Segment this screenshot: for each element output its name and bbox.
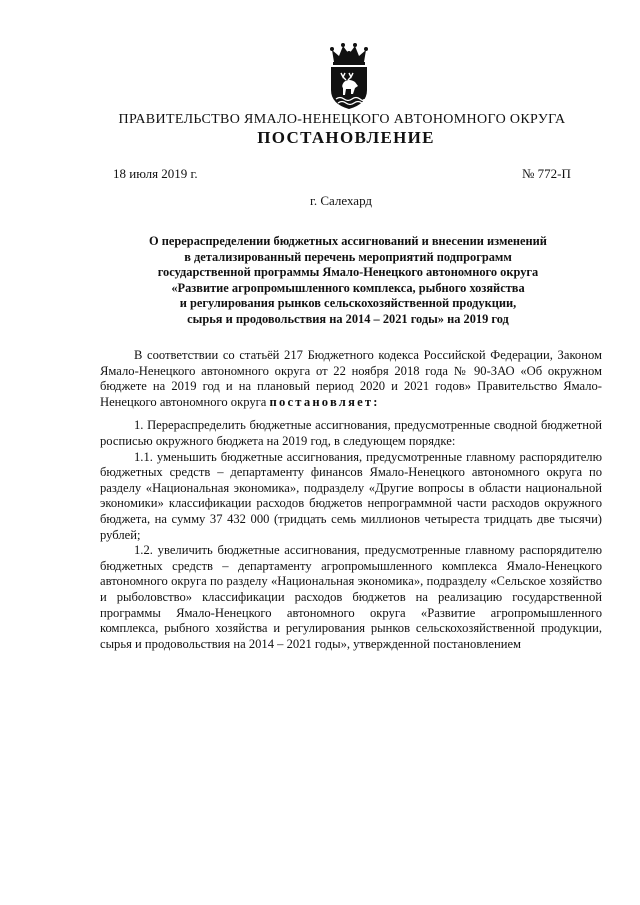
document-number: № 772-П (522, 166, 571, 181)
item-1-2-paragraph: 1.2. увеличить бюджетные ассигнования, предусмотренные главному распорядителю бюджетных средств – департаменту агропромышленного комплекса Ямало-Ненецкого автономного округа по разделу «Национальная экономика», подразделу «Сельское хозяйство и рыболовство» классификации расходов бюджетов на реализацию государственной программы Ямало-Ненецкого автономного округа «Развитие агропромышленного комплекса, рыбного хозяйства и регулирования рынков сельскохозяйственной продукции, сырья и продовольствия на 2014 – 2021 годы», утвержденной постановлением (100, 543, 602, 651)
item-1-1-paragraph: 1.1. уменьшить бюджетные ассигнования, предусмотренные главному распорядителю бюджетных средств – департаменту финансов Ямало-Ненецкого автономного округа по разделу «Национальная экономика», подразделу «Другие вопросы в области национальной экономики» классификации расходов бюджетов непрограммной части расходов окружного бюджета, на сумму 37 432 000 (тридцать семь миллионов четыреста тридцать две тысячи) рублей; (100, 449, 602, 542)
resolves-keyword: постановляет: (269, 394, 380, 409)
document-date: 18 июля 2019 г. (113, 166, 198, 181)
item-1-paragraph: 1. Перераспределить бюджетные ассигнования, предусмотренные сводной бюджетной росписью окружного бюджета на 2019 год, в следующем порядке: (100, 418, 602, 448)
subject-line: государственной программы Ямало-Ненецкого автономного округа (157, 265, 539, 280)
subject-line: в детализированный перечень мероприятий подпрограмм (184, 249, 512, 264)
preamble-paragraph (100, 348, 602, 410)
document-type-title: ПОСТАНОВЛЕНИЕ (257, 128, 435, 147)
preamble-text: В соответствии со статьёй 217 Бюджетного кодекса Российской Федерации, Законом Ямало-Ненецкого автономного округа от 22 ноября 2018 года № 90-ЗАО «Об окружном бюджете на 2019 год и на плановый период 2020 и 2021 годов» Правительство Ямало-Ненецкого автономного округа (100, 348, 602, 409)
document-subject (100, 234, 596, 328)
document-body (100, 348, 602, 652)
subject-line: «Развитие агропромышленного комплекса, рыбного хозяйства (171, 280, 525, 295)
subject-line: сырья и продовольствия на 2014 – 2021 годы» на 2019 год (187, 311, 509, 326)
document-city: г. Салехард (309, 193, 373, 208)
subject-line: и регулирования рынков сельскохозяйственной продукции, (179, 296, 517, 311)
government-name: ПРАВИТЕЛЬСТВО ЯМАЛО-НЕНЕЦКОГО АВТОНОМНОГО ОКРУГА (118, 112, 566, 127)
subject-line: О перераспределении бюджетных ассигнований и внесении изменений (149, 234, 547, 248)
coat-of-arms-icon (328, 42, 370, 110)
